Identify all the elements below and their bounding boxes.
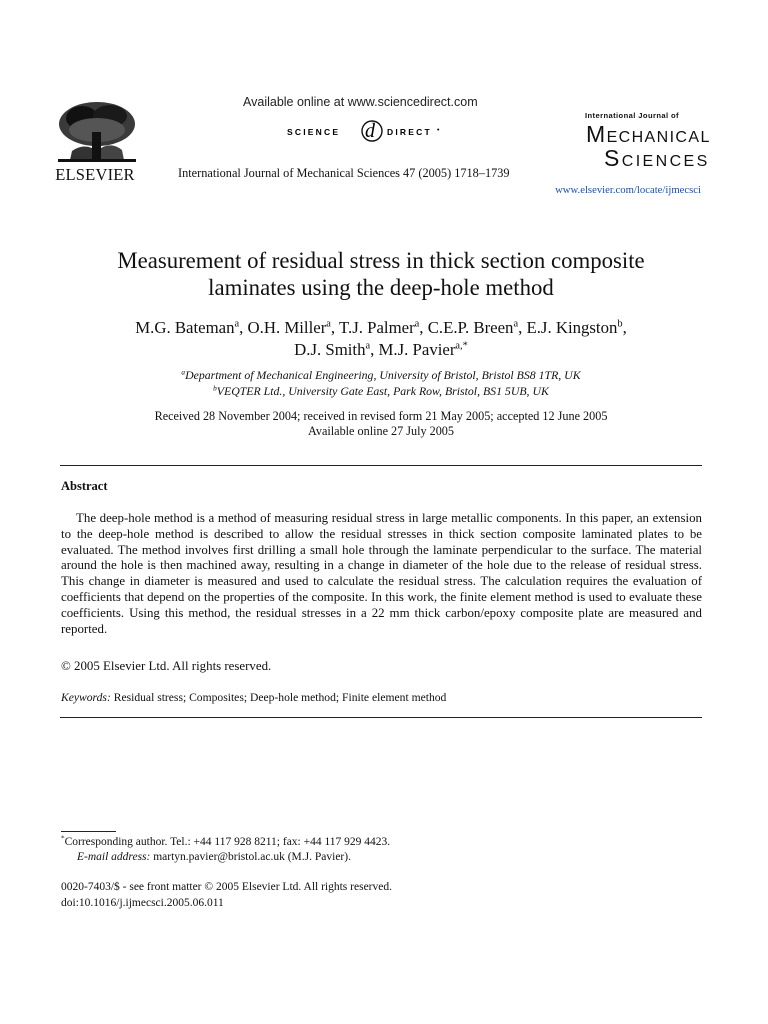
article-title-line2: laminates using the deep-hole method: [208, 275, 554, 300]
footnote-rule: [61, 831, 116, 832]
author: D.J. Smith: [294, 340, 366, 359]
journal-logo-line3: SCIENCES: [604, 145, 710, 171]
received-dates: Received 28 November 2004; received in revised form 21 May 2005; accepted 12 June 2005: [154, 409, 608, 423]
sciencedirect-logo-left: SCIENCE: [287, 127, 341, 137]
issn-line: 0020-7403/$ - see front matter © 2005 Elsevier Ltd. All rights reserved.: [61, 881, 392, 893]
svg-text:•: •: [437, 127, 440, 134]
elsevier-wordmark: ELSEVIER: [55, 165, 135, 184]
email-footnote: E-mail address: martyn.pavier@bristol.ac.uk (M.J. Pavier).: [77, 851, 351, 863]
authors-line1: M.G. Bateman$^a$, O.H. Miller$^a$, T.J. Palmer$^a$, C.E.P. Breen$^a$, E.J. Kingston$^b$,: [135, 318, 627, 337]
svg-text:d: d: [365, 120, 375, 142]
author: O.H. Miller: [247, 318, 327, 337]
divider: [60, 717, 702, 718]
affiliation-b: $^b$VEQTER Ltd., University Gate East, Park Row, Bristol, BS1 5UB, UK: [213, 383, 549, 398]
journal-citation: International Journal of Mechanical Sciences 47 (2005) 1718–1739: [178, 166, 510, 180]
author: M.G. Bateman: [135, 318, 235, 337]
author: M.J. Pavier: [378, 340, 456, 359]
authors-line2: D.J. Smith$^a$, M.J. Pavier$^{a,*}$: [294, 340, 468, 359]
author: E.J. Kingston: [526, 318, 618, 337]
email-address[interactable]: martyn.pavier@bristol.ac.uk (M.J. Pavier).: [153, 851, 351, 863]
doi-line[interactable]: doi:10.1016/j.ijmecsci.2005.06.011: [61, 897, 224, 909]
abstract-heading: Abstract: [61, 479, 108, 493]
keywords: [61, 691, 446, 704]
sciencedirect-logo: [285, 112, 485, 148]
divider: [60, 465, 702, 466]
sciencedirect-logo-right: DIRECT: [387, 127, 432, 137]
journal-url-link[interactable]: www.elsevier.com/locate/ijmecsci: [555, 184, 701, 196]
journal-logo-line2: MECHANICAL: [586, 121, 711, 147]
corresponding-author-footnote: *Corresponding author. Tel.: +44 117 928 8211; fax: +44 117 929 4423.: [61, 834, 391, 848]
keywords-list: Residual stress; Composites; Deep-hole method; Finite element method: [113, 691, 447, 704]
available-online-date: Available online 27 July 2005: [308, 424, 454, 438]
available-online-text: Available online at www.sciencedirect.com: [243, 95, 478, 109]
journal-logo-line1: International Journal of: [585, 111, 679, 120]
abstract-body: The deep-hole method is a method of measuring residual stress in large metallic components. In this paper, an extension to the deep-hole method is described to allow the residual stresses in thick section composite laminated plates to be evaluated. The method involves first drilling a small hole through the laminate perpendicular to the surface. The material around the hole is then machined away, resulting in a change in diameter of the hole due to the release of residual stress. This change in diameter is measured and used to calculate the residual stress. The calculation requires the evaluation of coefficients that depend on the properties of the composite. In this work, the finite element method is used to evaluate these coefficients. Using this method, the residual stresses in a 22 mm thick carbon/epoxy composite plate are measured and reported.: [61, 511, 702, 636]
author: C.E.P. Breen: [427, 318, 514, 337]
author: T.J. Palmer: [339, 318, 415, 337]
affiliation-a: $^a$Department of Mechanical Engineering, University of Bristol, Bristol BS8 1TR, UK: [181, 367, 581, 382]
abstract-copyright: © 2005 Elsevier Ltd. All rights reserved.: [61, 659, 272, 673]
keywords-label: Keywords:: [61, 691, 111, 704]
article-title-line1: Measurement of residual stress in thick section composite: [117, 248, 645, 273]
